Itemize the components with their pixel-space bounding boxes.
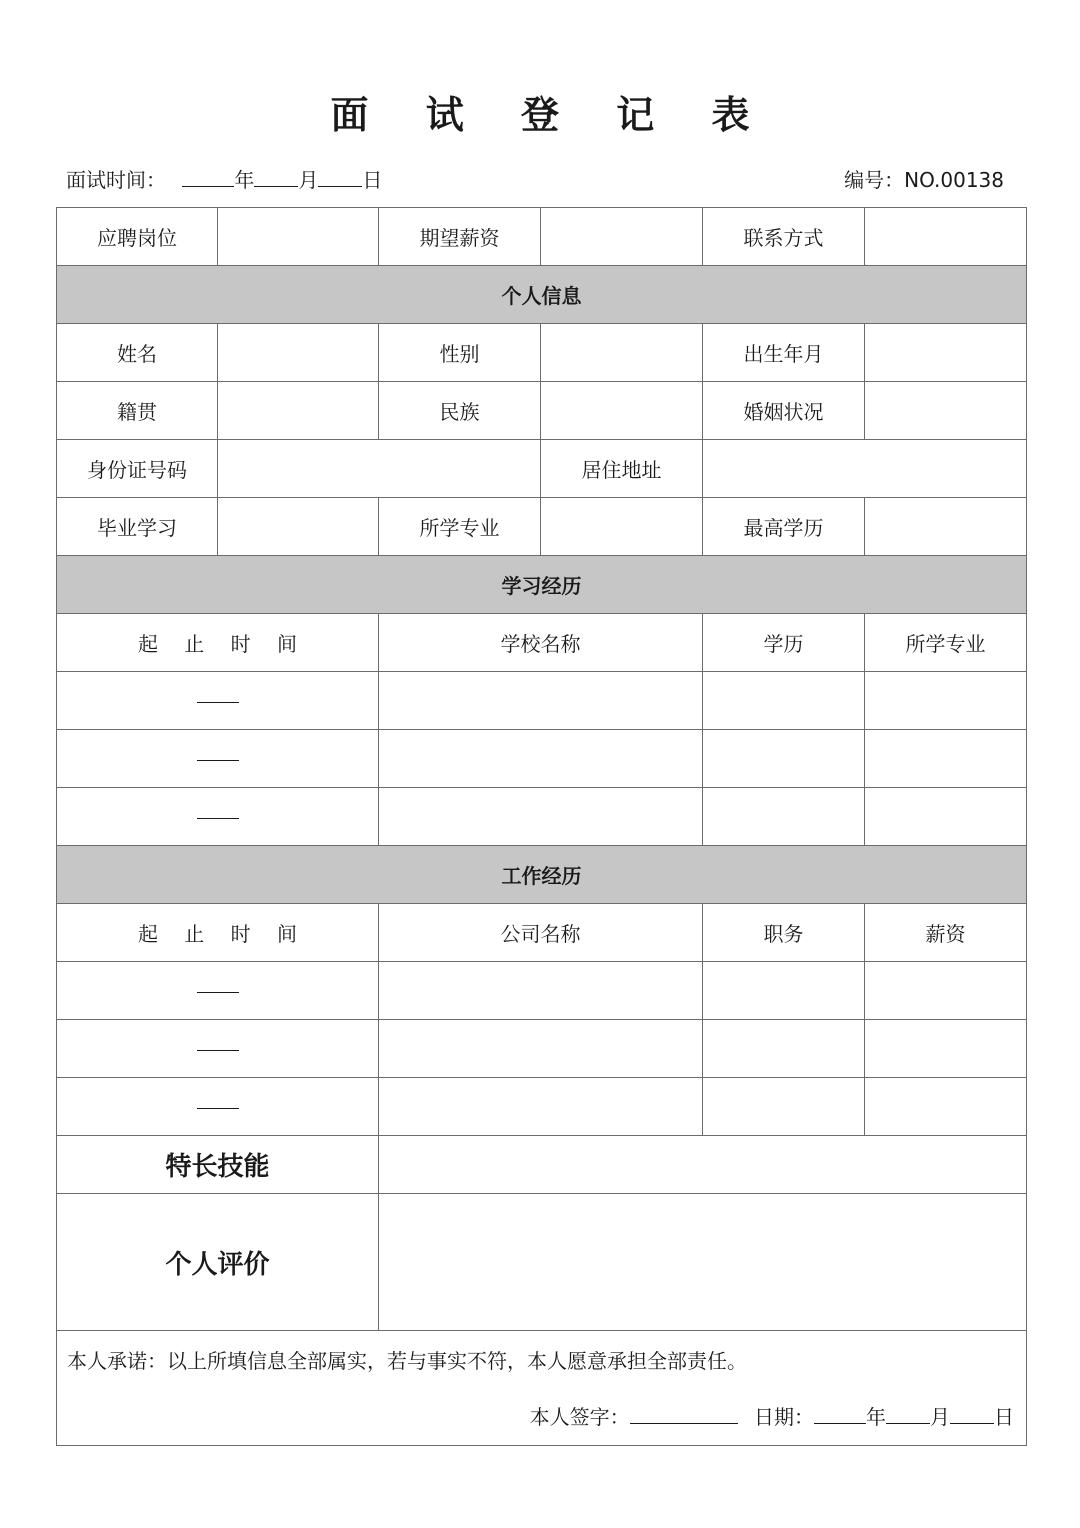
year-label: 年	[234, 168, 255, 192]
day-label: 日	[362, 168, 383, 192]
study-degree-field[interactable]	[703, 730, 865, 788]
study-school-header: 学校名称	[379, 614, 703, 672]
sign-day-field[interactable]	[950, 1403, 994, 1424]
table-row	[57, 962, 1027, 1020]
self-eval-label: 个人评价	[57, 1194, 379, 1331]
number-value: NO.00138	[904, 168, 1004, 192]
work-period-field[interactable]	[57, 1078, 379, 1136]
study-school-field[interactable]	[379, 788, 703, 846]
id-number-field[interactable]	[218, 440, 541, 498]
dash-separator	[197, 818, 239, 819]
study-degree-header: 学历	[703, 614, 865, 672]
number-label: 编号：	[844, 168, 905, 192]
study-major-header: 所学专业	[865, 614, 1027, 672]
table-row	[57, 208, 1027, 266]
table-row	[57, 498, 1027, 556]
sign-year-field[interactable]	[814, 1403, 866, 1424]
signature-label: 本人签字：	[529, 1405, 630, 1429]
education-label: 最高学历	[703, 498, 865, 556]
work-company-field[interactable]	[379, 962, 703, 1020]
work-period-field[interactable]	[57, 962, 379, 1020]
study-major-field[interactable]	[865, 730, 1027, 788]
table-row	[57, 788, 1027, 846]
ethnicity-field[interactable]	[541, 382, 703, 440]
major-field[interactable]	[541, 498, 703, 556]
graduated-label: 毕业学习	[57, 498, 218, 556]
work-section-title: 工作经历	[57, 846, 1027, 904]
personal-section-title: 个人信息	[57, 266, 1027, 324]
id-number-label: 身份证号码	[57, 440, 218, 498]
table-row	[57, 904, 1027, 962]
work-title-field[interactable]	[703, 1020, 865, 1078]
study-period-header: 起 止 时 间	[57, 614, 379, 672]
work-salary-field[interactable]	[865, 1020, 1027, 1078]
promise-section	[57, 1331, 1027, 1446]
page-title: 面 试 登 记 表	[330, 93, 772, 137]
salary-label: 期望薪资	[379, 208, 541, 266]
table-row	[57, 382, 1027, 440]
work-company-field[interactable]	[379, 1078, 703, 1136]
work-period-field[interactable]	[57, 1020, 379, 1078]
gender-label: 性别	[379, 324, 541, 382]
position-label: 应聘岗位	[57, 208, 218, 266]
sign-month-field[interactable]	[886, 1403, 930, 1424]
skills-field[interactable]	[379, 1136, 1027, 1194]
interview-time	[66, 166, 382, 194]
name-label: 姓名	[57, 324, 218, 382]
work-period-header: 起 止 时 间	[57, 904, 379, 962]
marital-field[interactable]	[865, 382, 1027, 440]
date-label: 日期：	[754, 1405, 814, 1429]
work-title-header: 职务	[703, 904, 865, 962]
month-label: 月	[298, 168, 319, 192]
sign-year-label: 年	[866, 1405, 886, 1429]
form-number	[844, 166, 1004, 194]
study-period-field[interactable]	[57, 788, 379, 846]
graduated-field[interactable]	[218, 498, 379, 556]
dash-separator	[197, 1050, 239, 1051]
dash-separator	[197, 702, 239, 703]
table-row	[57, 614, 1027, 672]
interview-time-label: 面试时间：	[66, 168, 166, 192]
table-row	[57, 730, 1027, 788]
table-row	[57, 1136, 1027, 1194]
study-school-field[interactable]	[379, 730, 703, 788]
signature-field[interactable]	[630, 1403, 738, 1424]
table-row	[57, 1020, 1027, 1078]
table-row	[57, 1078, 1027, 1136]
year-field[interactable]	[182, 166, 234, 187]
table-row	[57, 440, 1027, 498]
major-label: 所学专业	[379, 498, 541, 556]
study-section-title: 学习经历	[57, 556, 1027, 614]
work-salary-header: 薪资	[865, 904, 1027, 962]
contact-field[interactable]	[865, 208, 1027, 266]
contact-label: 联系方式	[703, 208, 865, 266]
dash-separator	[197, 1108, 239, 1109]
registration-table	[56, 207, 1027, 1446]
marital-label: 婚姻状况	[703, 382, 865, 440]
month-field[interactable]	[254, 166, 298, 187]
education-field[interactable]	[865, 498, 1027, 556]
work-salary-field[interactable]	[865, 962, 1027, 1020]
section-header	[57, 846, 1027, 904]
name-field[interactable]	[218, 324, 379, 382]
native-place-field[interactable]	[218, 382, 379, 440]
study-major-field[interactable]	[865, 788, 1027, 846]
study-degree-field[interactable]	[703, 788, 865, 846]
signature-line	[530, 1401, 1014, 1430]
study-period-field[interactable]	[57, 730, 379, 788]
address-label: 居住地址	[541, 440, 703, 498]
dash-separator	[197, 760, 239, 761]
work-salary-field[interactable]	[865, 1078, 1027, 1136]
dash-separator	[197, 992, 239, 993]
work-company-field[interactable]	[379, 1020, 703, 1078]
table-row	[57, 672, 1027, 730]
sign-day-label: 日	[994, 1405, 1014, 1429]
study-major-field[interactable]	[865, 672, 1027, 730]
table-row	[57, 1331, 1027, 1446]
work-title-field[interactable]	[703, 962, 865, 1020]
sign-month-label: 月	[930, 1405, 950, 1429]
ethnicity-label: 民族	[379, 382, 541, 440]
table-row	[57, 324, 1027, 382]
table-row	[57, 1194, 1027, 1331]
section-header	[57, 556, 1027, 614]
work-company-header: 公司名称	[379, 904, 703, 962]
birth-field[interactable]	[865, 324, 1027, 382]
section-header	[57, 266, 1027, 324]
native-place-label: 籍贯	[57, 382, 218, 440]
promise-text: 本人承诺：以上所填信息全部属实，若与事实不符，本人愿意承担全部责任。	[67, 1349, 747, 1373]
study-school-field[interactable]	[379, 672, 703, 730]
work-title-field[interactable]	[703, 1078, 865, 1136]
salary-field[interactable]	[541, 208, 703, 266]
position-field[interactable]	[218, 208, 379, 266]
gender-field[interactable]	[541, 324, 703, 382]
study-degree-field[interactable]	[703, 672, 865, 730]
day-field[interactable]	[318, 166, 362, 187]
skills-label: 特长技能	[57, 1136, 379, 1194]
address-field[interactable]	[703, 440, 1027, 498]
study-period-field[interactable]	[57, 672, 379, 730]
birth-label: 出生年月	[703, 324, 865, 382]
self-eval-field[interactable]	[379, 1194, 1027, 1331]
